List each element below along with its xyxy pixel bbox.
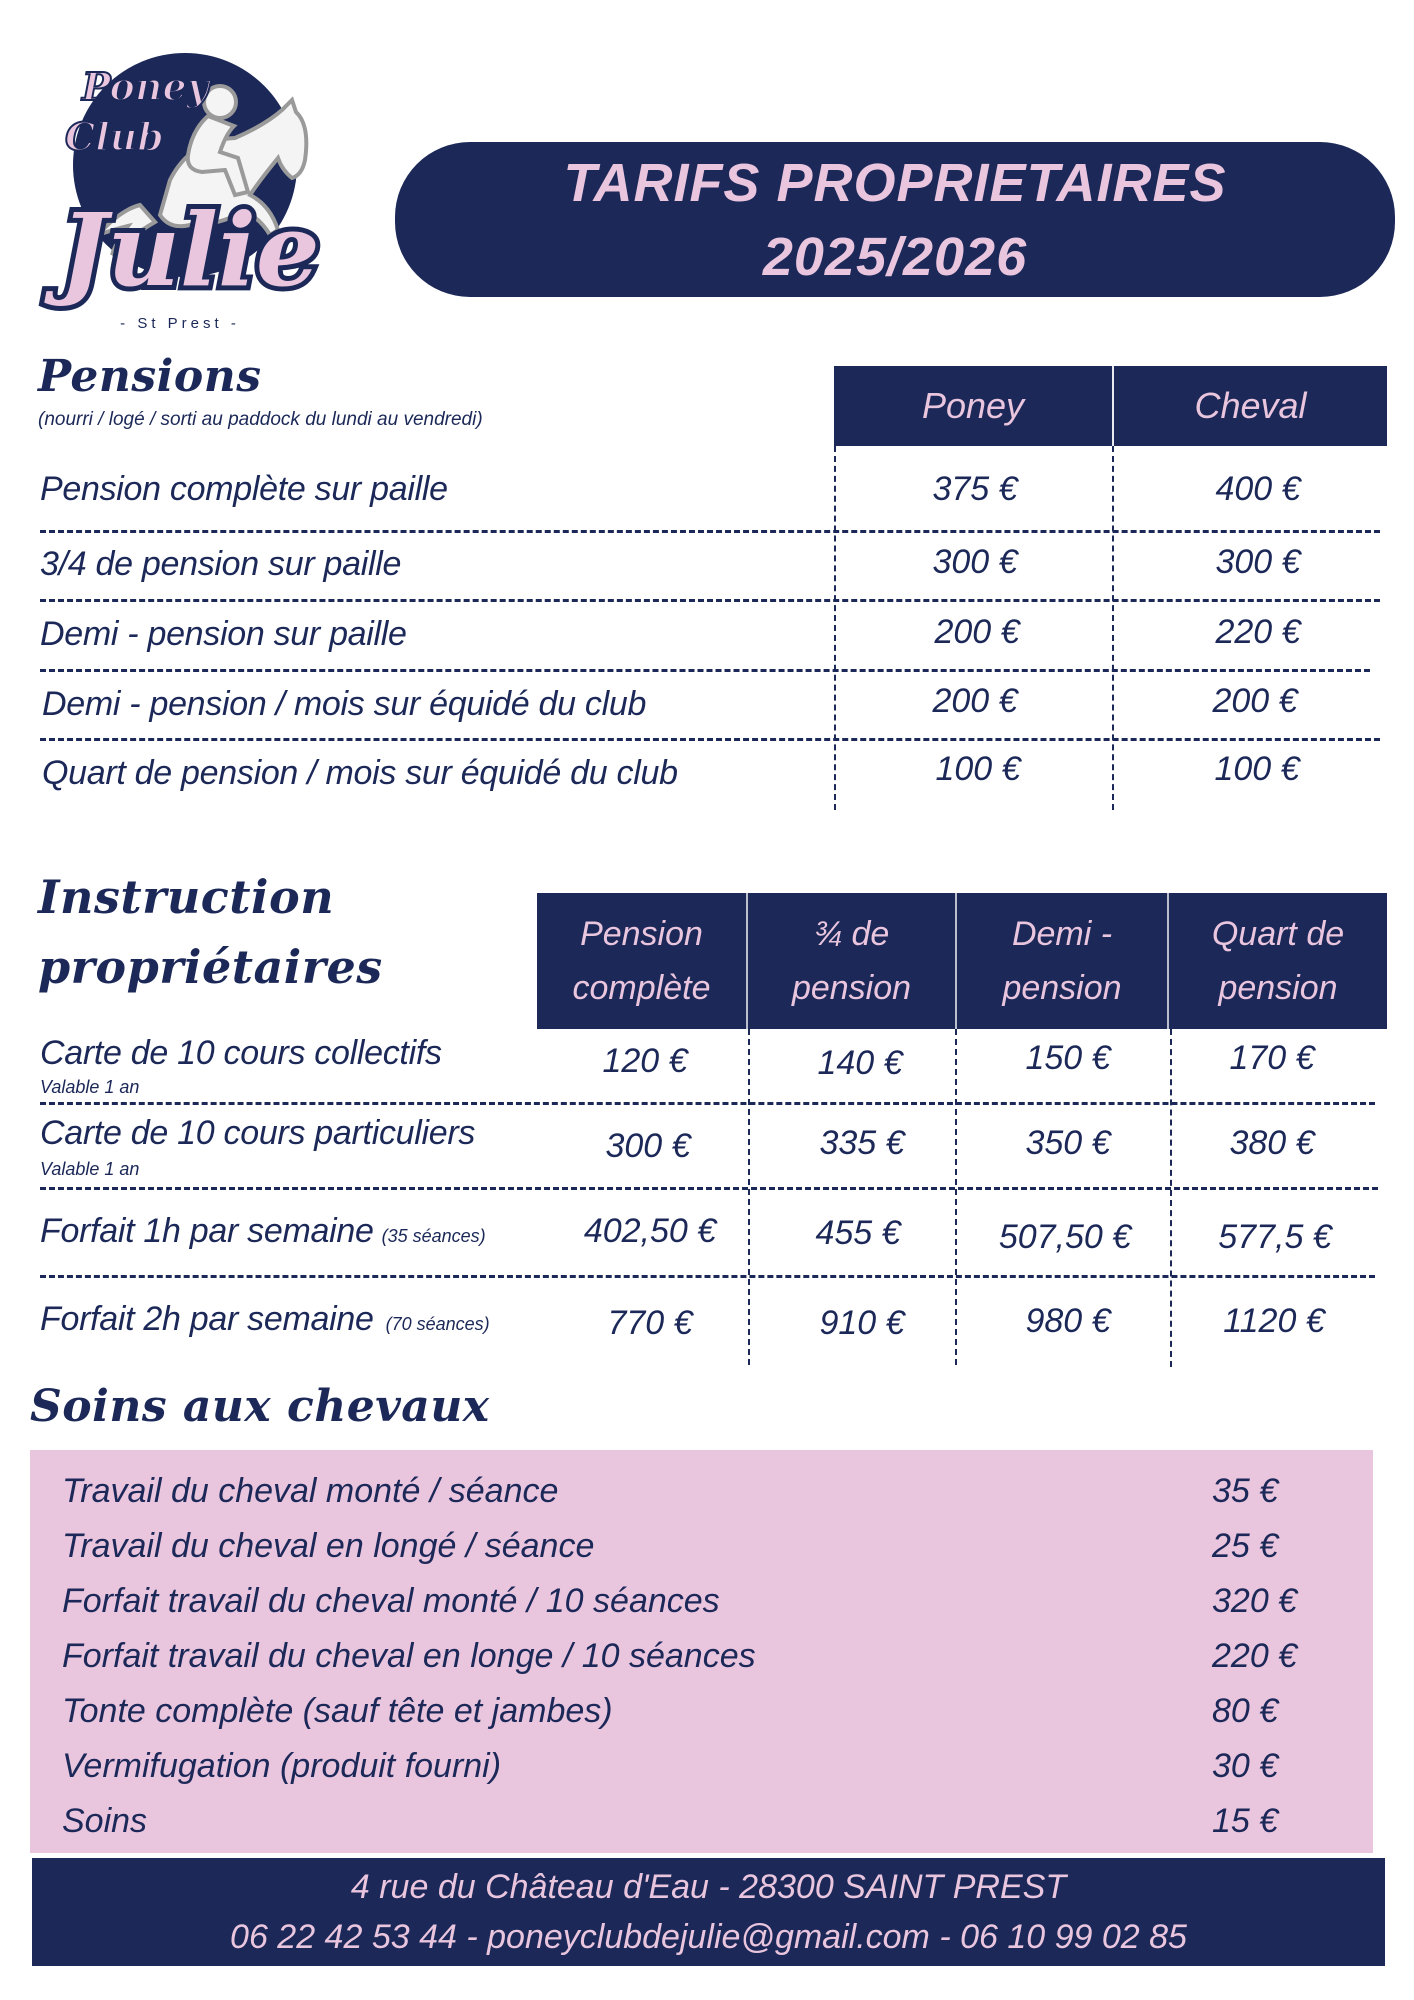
soins-label: Vermifugation (produit fourni) [62, 1747, 502, 1785]
row-inline-note: (70 séances) [385, 1314, 490, 1334]
column-header-quart-pension [1169, 893, 1387, 1029]
price-poney: 200 € [934, 613, 1020, 651]
soins-price: 220 € [1212, 1637, 1298, 1675]
soins-price: 320 € [1212, 1582, 1298, 1620]
logo-julie-text: Julie [60, 191, 320, 309]
title-banner [395, 142, 1395, 297]
row-label: Quart de pension / mois sur équidé du club [42, 754, 678, 792]
row-note: Valable 1 an [40, 1077, 140, 1097]
price-cheval: 220 € [1215, 613, 1301, 651]
column-header-demi-pension [957, 893, 1167, 1029]
instruction-heading-line-1: Instruction [38, 870, 335, 924]
column-header-line: pension [791, 969, 912, 1007]
price-quart-pension: 170 € [1229, 1039, 1315, 1077]
title-line-2: 2025/2026 [762, 226, 1028, 287]
column-header-line: Pension [580, 915, 703, 953]
soins-price: 25 € [1212, 1527, 1279, 1565]
price-demi-pension: 150 € [1025, 1039, 1111, 1077]
row-note: Valable 1 an [40, 1159, 140, 1179]
soins-label: Travail du cheval monté / séance [62, 1472, 559, 1510]
soins-label: Tonte complète (sauf tête et jambes) [62, 1692, 613, 1730]
soins-list [30, 1450, 1373, 1853]
pensions-heading: Pensions [38, 351, 262, 402]
column-header-line: complète [572, 969, 711, 1007]
instruction-heading [38, 862, 383, 1002]
soins-price: 35 € [1212, 1472, 1279, 1510]
price-quart-pension: 380 € [1229, 1124, 1315, 1162]
price-cheval: 100 € [1214, 750, 1300, 788]
row-inline-note: (35 séances) [381, 1226, 486, 1246]
row-separator [40, 1102, 1375, 1105]
pensions-col-divider [1112, 446, 1114, 810]
pensions-col-divider [834, 446, 836, 810]
row-label: Carte de 10 cours particuliers [40, 1114, 476, 1152]
instruction-heading-line-2: propriétaires [38, 940, 383, 994]
row-separator [40, 1275, 1375, 1278]
soins-price: 80 € [1212, 1692, 1279, 1730]
row-label: 3/4 de pension sur paille [40, 545, 402, 583]
price-quart-pension: 1120 € [1223, 1302, 1325, 1340]
price-demi-pension: 980 € [1025, 1302, 1111, 1340]
price-quart-pension: 577,5 € [1218, 1218, 1332, 1256]
column-header-line: pension [1218, 969, 1338, 1007]
price-poney: 200 € [932, 682, 1018, 720]
footer-contact [32, 1858, 1385, 1966]
price-three-quarter: 455 € [815, 1214, 901, 1252]
row-label: Demi - pension sur paille [40, 615, 407, 653]
price-three-quarter: 910 € [819, 1304, 905, 1342]
price-cheval: 200 € [1212, 682, 1298, 720]
price-poney: 375 € [932, 470, 1018, 508]
row-separator [40, 738, 1380, 741]
soins-label: Soins [62, 1802, 148, 1840]
logo-club-text: Club [65, 114, 164, 159]
instruction-col-divider [955, 1029, 957, 1365]
pensions-table-header [834, 366, 1387, 446]
instruction-col-divider [748, 1029, 750, 1365]
column-header-line: Demi - [1011, 915, 1113, 953]
row-label-text: Forfait 1h par semaine [40, 1212, 374, 1250]
soins-label: Forfait travail du cheval en longe / 10 séances [62, 1637, 756, 1675]
price-three-quarter: 140 € [817, 1044, 903, 1082]
row-separator [40, 1187, 1378, 1190]
club-logo [20, 30, 340, 340]
price-poney: 100 € [935, 750, 1021, 788]
price-pension-complete: 300 € [605, 1127, 691, 1165]
footer-contact-line: 06 22 42 53 44 - poneyclubdejulie@gmail.com - 06 10 99 02 85 [230, 1918, 1187, 1956]
row-separator [40, 530, 1380, 533]
column-header-cheval: Cheval [1194, 385, 1307, 426]
price-three-quarter: 335 € [819, 1124, 905, 1162]
column-header-three-quarter [748, 893, 955, 1029]
price-cheval: 400 € [1215, 470, 1301, 508]
row-label: Carte de 10 cours collectifs [40, 1034, 442, 1072]
pensions-subtitle: (nourri / logé / sorti au paddock du lundi au vendredi) [38, 409, 483, 430]
column-header-line: ¾ de [813, 915, 890, 953]
row-label-text: Forfait 2h par semaine [40, 1300, 374, 1338]
title-line-1: TARIFS PROPRIETAIRES [563, 152, 1227, 213]
price-demi-pension: 350 € [1025, 1124, 1111, 1162]
soins-price: 30 € [1212, 1747, 1279, 1785]
price-demi-pension: 507,50 € [998, 1218, 1132, 1256]
column-header-line: pension [1002, 969, 1122, 1007]
soins-label: Forfait travail du cheval monté / 10 séances [62, 1582, 720, 1620]
logo-poney-text: Poney [82, 64, 209, 109]
column-header-pension-complete [537, 893, 746, 1029]
price-pension-complete: 402,50 € [583, 1212, 717, 1250]
instruction-table-header [537, 893, 1387, 1029]
row-label [40, 1298, 490, 1345]
price-cheval: 300 € [1215, 543, 1301, 581]
column-header-poney: Poney [921, 385, 1025, 426]
column-header-line: Quart de [1211, 915, 1345, 953]
soins-label: Travail du cheval en longé / séance [62, 1527, 595, 1565]
price-pension-complete: 770 € [607, 1304, 693, 1342]
logo-graphic [20, 30, 340, 340]
row-separator [40, 669, 1370, 672]
row-separator [40, 599, 1380, 602]
row-label: Demi - pension / mois sur équidé du club [42, 685, 647, 723]
soins-price: 15 € [1212, 1802, 1279, 1840]
footer-address: 4 rue du Château d'Eau - 28300 SAINT PREST [350, 1868, 1067, 1906]
soins-heading: Soins aux chevaux [30, 1381, 490, 1432]
logo-tagline: - St Prest - [120, 315, 240, 332]
row-label [40, 1210, 486, 1257]
row-label: Pension complète sur paille [40, 470, 448, 508]
instruction-col-divider [1170, 1029, 1172, 1367]
price-poney: 300 € [932, 543, 1018, 581]
price-pension-complete: 120 € [602, 1042, 688, 1080]
